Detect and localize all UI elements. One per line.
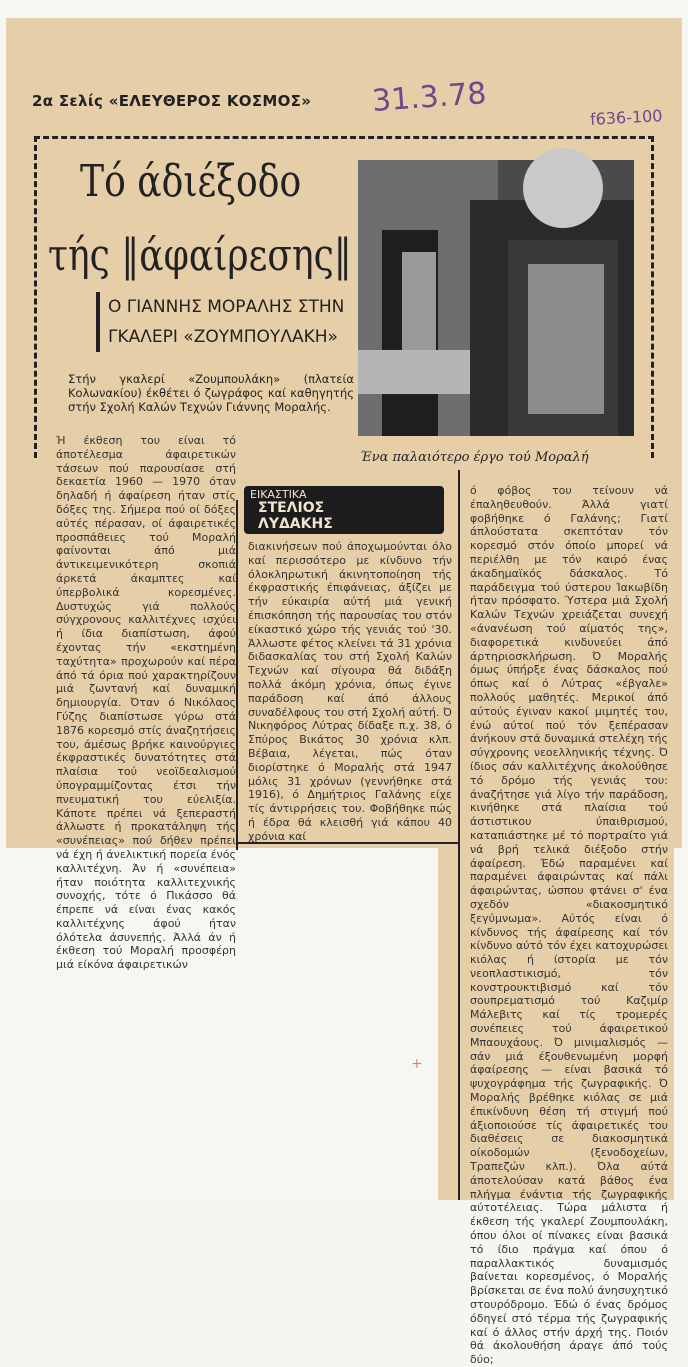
- column-divider-1: [236, 500, 238, 850]
- photo-caption: Ένα παλαιότερο έργο τού Μοραλή: [360, 450, 589, 465]
- article-column-1: Ή έκθεση του είναι τό άποτέλεσμα άφαιρετικών τάσεων πού παρουσίασε στή δεκαετία 1960 — 1970 όταν δηλαδή ή άφαίρεση ήταν στίς δόξες της. Σήμερα πού οί δόξες αύτές πέρασαν, οί άφαιρετικές προσπάθειες τού Μοραλή φαίνονται άπό μιά άντικειμενικότερη σκοπιά άρκετά άκαμπτες καί ύπερβολικά κορεσμένες. Δυστυχώς γιά πολλούς σύγχρονους καλλιτέχνες ισχύει ή ίδια διαπίστωση, άφού έχοντας τήν «εκστημένη ταχύτητα» προχωρούν καί πέρα άπό τά όρια πού χαρακτηρίζουν μιά ζωντανή καί δυναμική δημιουργία. Όταν ό Νικόλαος Γύζης διαπίστωσε γύρω στά 1876 κορεσμό στίς άναζητήσεις του, άμέσως βρήκε καινούργιες έκφραστικές δυνατότητες στά πλαίσια τού νεοϊδεαλισμού ύπογραμμίζοντας έτσι τήν πνευματική του εύελιξία. Κάποτε πρέπει νά ξεπεραστή άλλωστε ή προκατάληψη τής «συνέπειας» πού δήθεν πρέπει νά έχη ή άνελικτική πορεία ένός καλλιτέχνη. Άν ή «συνέπεια» ήταν ποιότητα καλλιτεχνικής συνοχής, τότε ό Πικάσσο θά έπρεπε νά είναι ένας κακός καλλιτέχνης άφού ήταν όλότελα άσυνεπής. Άλλά άν ή έκθεση τού Μοραλή προσφέρη μιά είκόνα άφαιρετικών: [56, 434, 236, 972]
- headline-line-2: τής ‖άφαίρεσης‖: [48, 230, 352, 281]
- column-divider-2: [458, 470, 460, 1200]
- headline-line-1: Τό άδιέξοδο: [80, 156, 302, 207]
- handwritten-date: 31.3.78: [370, 76, 488, 119]
- byline-author: [258, 500, 333, 532]
- artwork-photo: [358, 160, 634, 436]
- handwritten-reference: f636-100: [589, 106, 663, 129]
- subheadline: [96, 292, 344, 352]
- newspaper-header: 2α Σελίς «ΕΛΕΥΘΕΡΟΣ ΚΟΣΜΟΣ»: [32, 92, 312, 110]
- subheadline-line-1: Ο ΓΙΑΝΝΗΣ ΜΟΡΑΛΗΣ ΣΤΗΝ: [108, 297, 345, 317]
- article-column-3: ό φόβος του τείνουν νά έπαληθευθούν. Άλλά γιατί φοβήθηκε ό Γαλάνης; Γιατί άπλούστατα σκεπτόταν τόν κορεσμό στόν όποίο μπορεί νά περιέλθη με τόν καιρό ένας άκαδημαϊκός δάσκαλος. Τό παράδειγμα τού ύστερου Ίακωβίδη ήταν πρόσφατο. Ύστερα μιά Σχολή Καλών Τεχνών χρειάζεται συνεχή «άνανέωση τού αίματός της», διαφορετικά κινδυνεύει άπό άρτηριοσκλήρωση. Ό Μοραλής όμως ύπήρξε ένας δάσκαλος πού όπως καί ό Λύτρας «έβγαλε» πολλούς μαθητές. Μερικοί άπό αύτούς έγιναν κακοί μιμητές του, ένώ αύτοί πού τόν ξεπέρασαν άνήκουν στά δυναμικά στελέχη τής σύγχρονης νεοελληνικής τέχνης. Ό ίδιος σάν καλλιτέχνης άκολούθησε τό δρόμο τής γενιάς του: άναζήτησε γιά λίγο τήν παράδοση, κινήθηκε στά πλαίσια τού άστιστικου ύπαιθρισμού, καταπιάστηκε μέ τό πορτραίτο γιά νά βρή τελικά διέξοδο στήν άφαίρεση. Έδώ παραμένει καί παραμένει άφαιρώντας καί πάλι άφαιρώντας, ώσπου φτάνει σ' ένα σχεδόν «διακοσμητικό ξεγύμνωμα». Αύτός είναι ό κίνδυνος τής άφαίρεσης καί τόν κίνδυνο αύτό τόν έχει κατοχυρώσει κιόλας ή ίστορία με τόν νεοπλαστικισμό, τόν κονστρουκτιβισμό καί τόν σουπρεματισμό τού Καζιμίρ Μάλεβιτς καί τίς τρομερές συνέπειες τού άφαιρετικού Μπαουχάους. Ό μινιμαλισμός — σάν μιά έξουθενωμένη μορφή άφαίρεσης — είναι βασικά τό ψυχογράφημα τής ζωγραφικής. Ό Μοραλής βρέθηκε κιόλας σε μιά έπικίνδυνη θέση τή στιγμή πού άξιοποιούσε τίς άφαιρετικές του διαθέσεις σε διακοσμητικά οίκοδομών (ξενοδοχείων, Τραπεζών κλπ.). Όλα αύτά άποτελούσαν κατά βάθος ένα πλήγμα ένάντια τής ζωγραφικής αύτοτέλειας. Τώρα μάλιστα ή έκθεση τής γκαλερί Ζουμπουλάκη, όπου όλοι οί πίνακες είναι βασικά τό ίδιο πράγμα καί όπου ό παραλλακτικός δυναμισμός βαίνεται κορεσμένος, ό Μοραλής βρίσκεται σε ένα πολύ άνησυχητικό στουρόδρομο. Έδώ ό ένας δρόμος όδηγεί στό τέρμα τής ζωγραφικής καί ό άλλος στήν άρχή της. Ποιόν θά άκολουθήση άραγε άπό τούς δύο;: [470, 484, 668, 1367]
- subheadline-line-2: ΓΚΑΛΕΡΙ «ΖΟΥΜΠΟΥΛΑΚΗ»: [108, 327, 338, 347]
- article-column-2: διακινήσεων πού άποχωμούνται όλο καί περισσότερο με κίνδυνο τήν όλοκληρωτική άκινητοποίηση τής έκφραστικής έπιφάνειας, άξίζει με τήν εύκαιρία αύτή μιά γενική έπισκόπηση τής παρουσίας του στόν είκαστικό χώρο τής γενιάς τού '30. Άλλωστε φέτος κλείνει τά 31 χρόνια διδασκαλίας του στή Σχολή Καλών Τεχνών καί σίγουρα θά διδάξη πολλά άκόμη χρόνια, όπως έγινε παράδοση καί άπό άλλους συναδέλφους του στή Σχολή αύτή. Ό Νικηφόρος Λύτρας δίδαξε π.χ. 38, ό Σπύρος Βικάτος 30 χρόνια κλπ. Βέβαια, λέγεται, πώς όταν διορίστηκε ό Μοραλής στά 1947 μόλις 31 χρόνων (γεννήθηκε στά 1916), ό Δημήτριος Γαλάνης είχε τίς άντιρρήσεις του. Φοβήθηκε πώς ή έδρα θά κλεισθή γιά κάπου 40 χρόνια καί: [248, 540, 452, 843]
- author-first-name: ΣΤΕΛΙΟΣ: [258, 500, 325, 516]
- lead-paragraph: Στήν γκαλερί «Ζουμπουλάκη» (πλατεία Κολωνακίου) έκθέτει ό ζωγράφος καί καθηγητής στήν Σχολή Καλών Τεχνών Γιάννης Μοραλής.: [68, 372, 354, 414]
- author-last-name: ΛΥΔΑΚΗΣ: [258, 516, 333, 532]
- pencil-mark: +: [411, 1056, 423, 1072]
- byline-category: ΕΙΚΑΣΤΙΚΑ: [250, 488, 307, 501]
- byline-box: [244, 486, 444, 534]
